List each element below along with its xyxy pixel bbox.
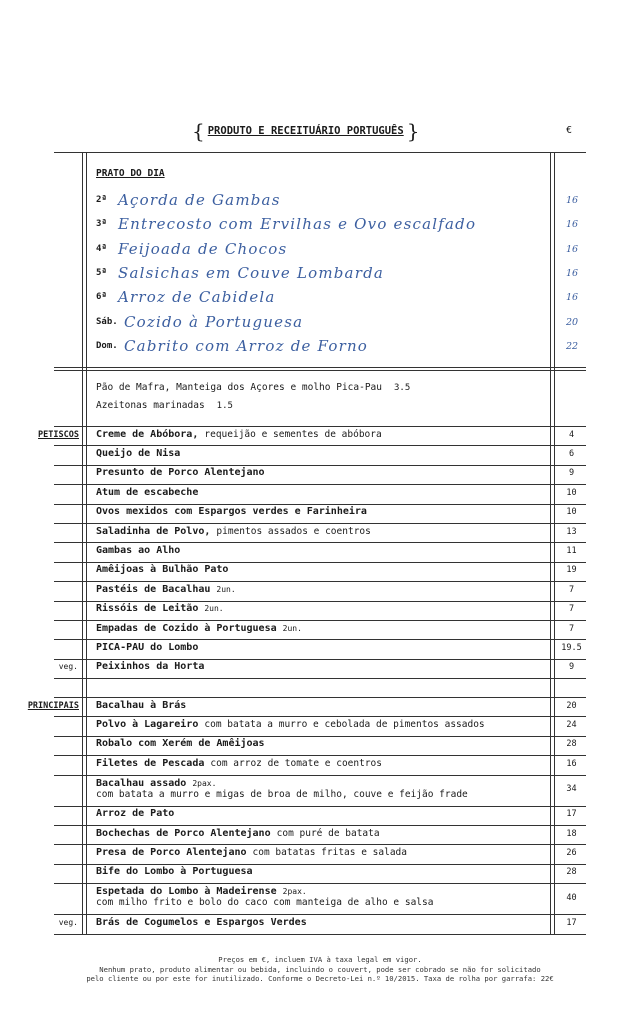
item-name: Bife do Lombo à Portuguesa (96, 866, 253, 878)
prato-do-dia-row (96, 308, 586, 332)
menu-item-row (0, 639, 640, 658)
item-name: Robalo com Xerém de Amêijoas (96, 738, 265, 750)
menu-item (96, 487, 198, 498)
item-price: 18 (566, 828, 577, 839)
menu-item (96, 584, 236, 595)
couvert-text: Pão de Mafra, Manteiga dos Açores e molho Pica-Pau (96, 382, 382, 393)
menu-item-row (0, 484, 640, 503)
item-name: Polvo à Lagareiro (96, 719, 199, 731)
prato-do-dia-price: 16 (566, 267, 579, 279)
menu-title (192, 118, 419, 144)
item-price: 16 (566, 758, 577, 769)
prato-do-dia-day: 4ª (96, 243, 107, 254)
menu-item (96, 808, 174, 819)
menu-item-row (0, 426, 640, 445)
prato-do-dia-dish: Cozido à Portuguesa (124, 312, 304, 331)
menu-item (96, 758, 382, 769)
menu-item-row (0, 445, 640, 464)
section-label-petiscos: PETISCOS (38, 429, 79, 440)
item-price: 17 (566, 917, 577, 928)
prato-do-dia-row (96, 332, 586, 356)
item-name: Presunto de Porco Alentejano (96, 467, 265, 479)
menu-item (96, 564, 228, 575)
menu-item-row (0, 659, 640, 678)
item-price: 24 (566, 720, 577, 731)
couvert-item (96, 400, 233, 411)
prato-do-dia-row (96, 283, 586, 307)
prato-do-dia-day: Sáb. (96, 316, 118, 327)
item-price: 9 (568, 662, 575, 673)
menu-title-text: PRODUTO E RECEITUÁRIO PORTUGUÊS (207, 125, 404, 137)
menu-item-row (0, 562, 640, 581)
item-description: com batata a murro e migas de broa de milho, couve e feijão frade (96, 788, 468, 800)
item-quantity: 2un. (204, 604, 224, 614)
item-name: Bacalhau assado (96, 777, 187, 789)
menu-item (96, 603, 224, 614)
brace-close: } (406, 119, 420, 143)
menu-item (96, 886, 433, 908)
item-price: 28 (566, 867, 577, 878)
menu-item (96, 847, 407, 858)
item-name: Ovos mexidos com Espargos verdes e Farinheira (96, 506, 367, 518)
item-quantity: 2pax. (282, 887, 307, 897)
menu-item (96, 828, 380, 839)
item-price: 9 (568, 468, 575, 479)
prato-do-dia-price: 16 (566, 292, 579, 304)
brace-open: { (192, 119, 205, 143)
menu-item (96, 661, 204, 672)
menu-header (0, 118, 640, 144)
item-price: 28 (566, 739, 577, 750)
prato-do-dia-day: 2ª (96, 195, 107, 205)
item-price: 7 (568, 604, 575, 615)
prato-do-dia-price: 22 (566, 340, 579, 352)
item-name: Gambas ao Alho (96, 545, 181, 557)
menu-item-row (0, 601, 640, 620)
prato-do-dia-day: 5ª (96, 267, 107, 278)
frame-top-line (54, 152, 586, 153)
prato-do-dia-day: 3ª (96, 219, 107, 230)
item-name: Pastéis de Bacalhau (96, 583, 211, 595)
item-price: 40 (566, 892, 577, 903)
item-name: Filetes de Pescada (96, 757, 205, 769)
menu-item-row (0, 542, 640, 561)
menu-item-row (0, 736, 640, 755)
item-name: Presa de Porco Alentejano (96, 847, 247, 859)
item-name: Rissóis de Leitão (96, 603, 199, 615)
prato-do-dia-row (96, 235, 586, 259)
veg-label: veg. (58, 917, 78, 927)
couvert-price: 1.5 (216, 401, 233, 411)
menu-item (96, 738, 265, 749)
menu-item-row (0, 620, 640, 639)
prato-do-dia-dish: Cabrito com Arroz de Forno (124, 336, 369, 355)
prato-do-dia-row (96, 259, 586, 283)
menu-item-row (0, 775, 640, 806)
item-price: 20 (566, 700, 577, 711)
item-name: Bochechas de Porco Alentejano (96, 827, 271, 839)
menu-item (96, 448, 180, 459)
prato-do-dia-dish: Feijoada de Chocos (118, 239, 288, 258)
section-label-principais: PRINCIPAIS (27, 700, 79, 711)
item-description: requeijão e sementes de abóbora (204, 428, 382, 440)
item-name: Atum de escabeche (96, 486, 199, 498)
item-name: PICA-PAU do Lombo (96, 642, 199, 654)
item-name: Peixinhos da Horta (96, 661, 205, 673)
item-price: 7 (568, 623, 575, 634)
item-description: pimentos assados e coentros (216, 525, 371, 537)
menu-item-row (0, 755, 640, 774)
menu-item-row (0, 864, 640, 883)
item-price: 10 (566, 507, 577, 518)
item-name: Saladinha de Polvo, (96, 525, 211, 537)
menu-item (96, 778, 468, 800)
item-description: com milho frito e bolo do caco com manteiga de alho e salsa (96, 897, 434, 909)
prato-do-dia-price: 16 (566, 243, 579, 255)
menu-item (96, 623, 302, 634)
prato-do-dia-row (96, 210, 586, 234)
menu-item-row (0, 914, 640, 933)
menu-item (96, 917, 307, 928)
prato-do-dia-dish: Açorda de Gambas (118, 191, 281, 209)
footer-line: Nenhum prato, produto alimentar ou bebida, incluindo o couvert, pode ser cobrado se não for solicitado (99, 964, 541, 974)
menu-item (96, 719, 485, 730)
footer-line: Preços em €, incluem IVA à taxa legal em vigor. (218, 955, 422, 964)
couvert-price: 3.5 (393, 383, 411, 393)
prato-do-dia-dish: Entrecosto com Ervilhas e Ovo escalfado (118, 215, 477, 234)
item-quantity: 2un. (216, 584, 236, 594)
item-price: 11 (566, 546, 577, 557)
menu-item-row (0, 581, 640, 600)
menu-item-row (0, 504, 640, 523)
item-price: 19.5 (561, 643, 582, 654)
menu-item-row (0, 806, 640, 825)
menu-item (96, 506, 367, 517)
item-name: Amêijoas à Bulhão Pato (96, 564, 229, 576)
item-price: 17 (566, 809, 577, 820)
row-divider (54, 934, 586, 935)
prato-do-dia-price: 16 (566, 219, 579, 231)
menu-item-row (0, 523, 640, 542)
menu-item-row (0, 697, 640, 716)
item-quantity: 2un. (282, 623, 302, 633)
item-price: 19 (566, 565, 577, 576)
menu-item-row (0, 716, 640, 735)
menu-item (96, 545, 180, 556)
prato-do-dia-dish: Salsichas em Couve Lombarda (118, 263, 385, 282)
item-description: com arroz de tomate e coentros (210, 757, 382, 769)
couvert-item (96, 382, 410, 393)
legal-footer (0, 955, 640, 984)
menu-item-row (0, 825, 640, 844)
item-price: 13 (566, 526, 577, 537)
item-name: Brás de Cogumelos e Espargos Verdes (96, 916, 307, 928)
item-price: 4 (568, 429, 575, 440)
item-name: Empadas de Cozido à Portuguesa (96, 622, 277, 634)
couvert-text: Azeitonas marinadas (96, 400, 205, 411)
prato-do-dia-price: 20 (566, 316, 579, 328)
item-price: 10 (566, 487, 577, 498)
item-description: com batata a murro e cebolada de pimentos assados (204, 719, 485, 731)
menu-item (96, 467, 265, 478)
menu-item-row (0, 465, 640, 484)
item-price: 7 (568, 584, 575, 595)
veg-label: veg. (58, 662, 78, 672)
row-divider (54, 678, 586, 679)
item-quantity: 2pax. (192, 778, 217, 788)
prato-do-dia-day: 6ª (96, 292, 107, 303)
currency-symbol: € (566, 125, 573, 136)
menu-item (96, 866, 253, 877)
item-name: Bacalhau à Brás (96, 699, 187, 711)
footer-line: pelo cliente ou por este for inutilizado. Conforme o Decreto-Lei n.º 10/2015. Taxa de rolha por garrafa: 22€ (86, 974, 554, 983)
prato-do-dia-bottom-line-2 (54, 370, 586, 371)
prato-do-dia-dish: Arroz de Cabidela (118, 288, 276, 307)
menu-item (96, 429, 382, 440)
prato-do-dia-heading: PRATO DO DIA (96, 168, 165, 179)
menu-item (96, 526, 371, 537)
menu-item-row (0, 883, 640, 914)
prato-do-dia-bottom-line (54, 367, 586, 368)
prato-do-dia-row (96, 186, 586, 210)
item-name: Queijo de Nisa (96, 448, 181, 460)
item-description: com puré de batata (276, 827, 380, 839)
menu-item (96, 700, 186, 711)
menu-item-row (0, 844, 640, 863)
item-name: Arroz de Pato (96, 808, 175, 820)
prato-do-dia-price: 16 (566, 195, 579, 206)
item-price: 6 (568, 449, 575, 460)
prato-do-dia-day: Dom. (96, 340, 118, 351)
item-price: 26 (566, 848, 577, 859)
item-name: Creme de Abóbora, (96, 428, 199, 440)
item-price: 34 (566, 784, 577, 795)
item-description: com batatas fritas e salada (252, 847, 407, 859)
menu-item (96, 642, 198, 653)
item-name: Espetada do Lombo à Madeirense (96, 886, 277, 898)
